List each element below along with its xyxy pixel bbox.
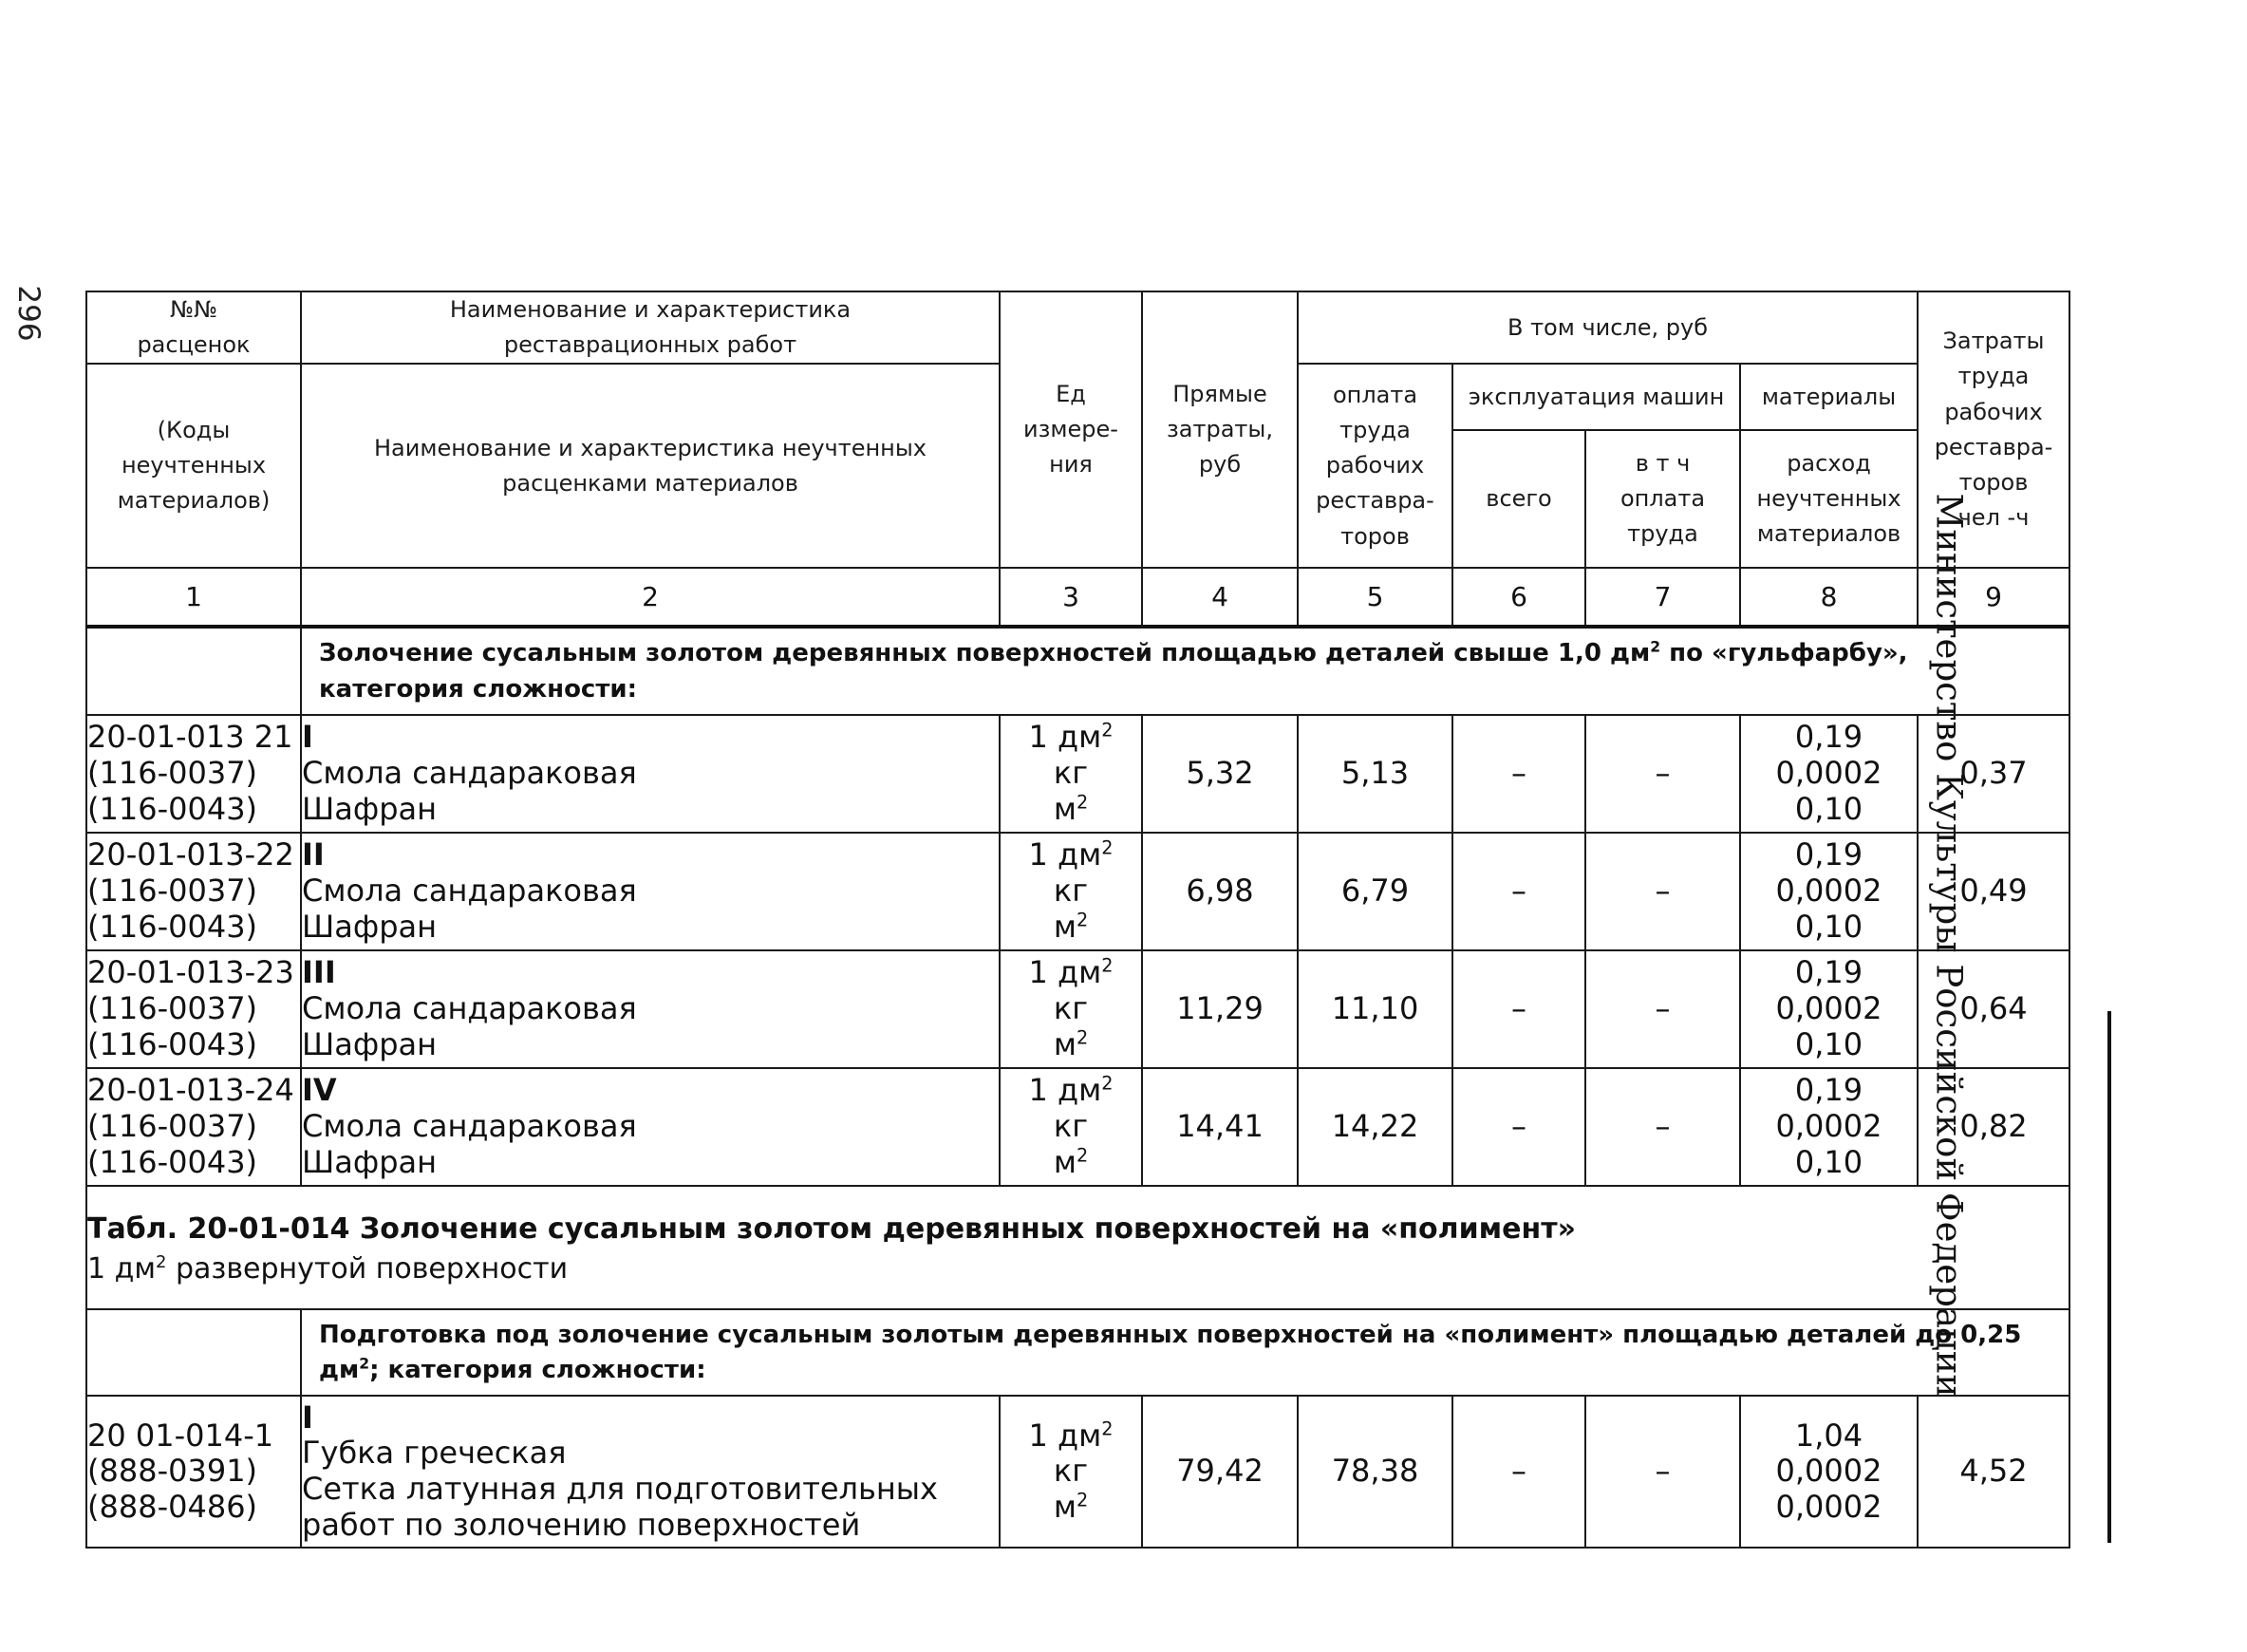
labor-hours: 0,49 [1918,833,2069,950]
section-heading: Подготовка под золочение сусальным золотым деревянных поверхностей на «полимент» площадью деталей до 0,25 $дм^2$; категория сложности: [301,1309,2069,1396]
machines-labor: – [1585,950,1740,1068]
running-header: Министерство Культуры Российской Федерации [1928,493,1970,1399]
table-subtitle: 1 $дм^2$ развернутой поверхности [87,1251,569,1286]
table-row [86,715,2069,833]
col9-header: Затраты труда рабочих реставра- торов чел -ч [1918,291,2069,568]
materials-header: материалы [1740,364,1918,430]
table-title-block [86,1186,2069,1309]
direct-cost: 79,42 [1142,1396,1298,1548]
unit: 1 $дм^2$ кг $м^2$ [1000,715,1142,833]
materials-values: 0,19 0,0002 0,10 [1740,715,1918,833]
column-number: 2 [301,568,1000,627]
column-number: 5 [1298,568,1452,627]
materials-values: 1,04 0,0002 0,0002 [1740,1396,1918,1548]
work-description: III Смола сандараковая Шафран [301,950,1000,1068]
col6-header: всего [1452,430,1585,568]
col1-header-top: №№ расценок [86,291,301,364]
direct-cost: 6,98 [1142,833,1298,950]
materials-values: 0,19 0,0002 0,10 [1740,833,1918,950]
column-number: 4 [1142,568,1298,627]
direct-cost: 11,29 [1142,950,1298,1068]
table-row [86,833,2069,950]
work-description: II Смола сандараковая Шафран [301,833,1000,950]
rate-code: 20-01-013-24 (116-0037) (116-0043) [86,1068,301,1186]
labor-pay: 14,22 [1298,1068,1452,1186]
machines-total: – [1452,950,1585,1068]
machines-labor: – [1585,833,1740,950]
machines-total: – [1452,1068,1585,1186]
labor-hours: 0,64 [1918,950,2069,1068]
col7-header: в т ч оплата труда [1585,430,1740,568]
materials-values: 0,19 0,0002 0,10 [1740,950,1918,1068]
column-number: 6 [1452,568,1585,627]
table-title: Табл. 20-01-014 Золочение сусальным золотом деревянных поверхностей на «полимент» [87,1211,1576,1246]
rate-code: 20-01-013 21 (116-0037) (116-0043) [86,715,301,833]
machines-total: – [1452,833,1585,950]
machines-header: эксплуатация машин [1452,364,1740,430]
group-header: В том числе, руб [1298,291,1918,364]
col8-header: расход неучтенных материалов [1740,430,1918,568]
labor-pay: 78,38 [1298,1396,1452,1548]
direct-cost: 5,32 [1142,715,1298,833]
materials-values: 0,19 0,0002 0,10 [1740,1068,1918,1186]
rates-table [85,291,2070,1549]
table-row [86,1396,2069,1548]
unit: 1 $дм^2$ кг $м^2$ [1000,833,1142,950]
direct-cost: 14,41 [1142,1068,1298,1186]
labor-pay: 5,13 [1298,715,1452,833]
machines-total: – [1452,1396,1585,1548]
col5-header: оплата труда рабочих реставра- торов [1298,364,1452,568]
unit: 1 $дм^2$ кг $м^2$ [1000,950,1142,1068]
labor-hours: 0,37 [1918,715,2069,833]
labor-pay: 11,10 [1298,950,1452,1068]
section-empty-cell [86,627,301,714]
col2-header-bottom: Наименование и характеристика неучтенных расценками материалов [301,364,1000,568]
column-number: 3 [1000,568,1142,627]
col2-header-top: Наименование и характеристика реставрационных работ [301,291,1000,364]
column-number: 7 [1585,568,1740,627]
labor-pay: 6,79 [1298,833,1452,950]
labor-hours: 0,82 [1918,1068,2069,1186]
rate-code: 20 01-014-1 (888-0391) (888-0486) [86,1396,301,1548]
column-number: 8 [1740,568,1918,627]
col1-header-bottom: (Коды неучтенных материалов) [86,364,301,568]
rate-code: 20-01-013-23 (116-0037) (116-0043) [86,950,301,1068]
table-row [86,950,2069,1068]
machines-labor: – [1585,1396,1740,1548]
work-description: I Смола сандараковая Шафран [301,715,1000,833]
section-empty-cell [86,1309,301,1396]
machines-labor: – [1585,1068,1740,1186]
column-number: 1 [86,568,301,627]
col4-header: Прямые затраты, руб [1142,291,1298,568]
machines-labor: – [1585,715,1740,833]
column-number: 9 [1918,568,2069,627]
header-rule [2107,1011,2111,1543]
work-description: IV Смола сандараковая Шафран [301,1068,1000,1186]
rate-code: 20-01-013-22 (116-0037) (116-0043) [86,833,301,950]
machines-total: – [1452,715,1585,833]
labor-hours: 4,52 [1918,1396,2069,1548]
unit: 1 $дм^2$ кг $м^2$ [1000,1068,1142,1186]
work-description: I Губка греческая Сетка латунная для подготовительных работ по золочению поверхностей [301,1396,1000,1548]
section-heading: Золочение сусальным золотом деревянных поверхностей площадью деталей свыше 1,0 $дм^2$ по «гульфарбу», категория сложности: [301,627,2069,714]
page-number: 296 [11,285,46,342]
col3-header: Ед измере- ния [1000,291,1142,568]
unit: 1 $дм^2$ кг $м^2$ [1000,1396,1142,1548]
table-row [86,1068,2069,1186]
